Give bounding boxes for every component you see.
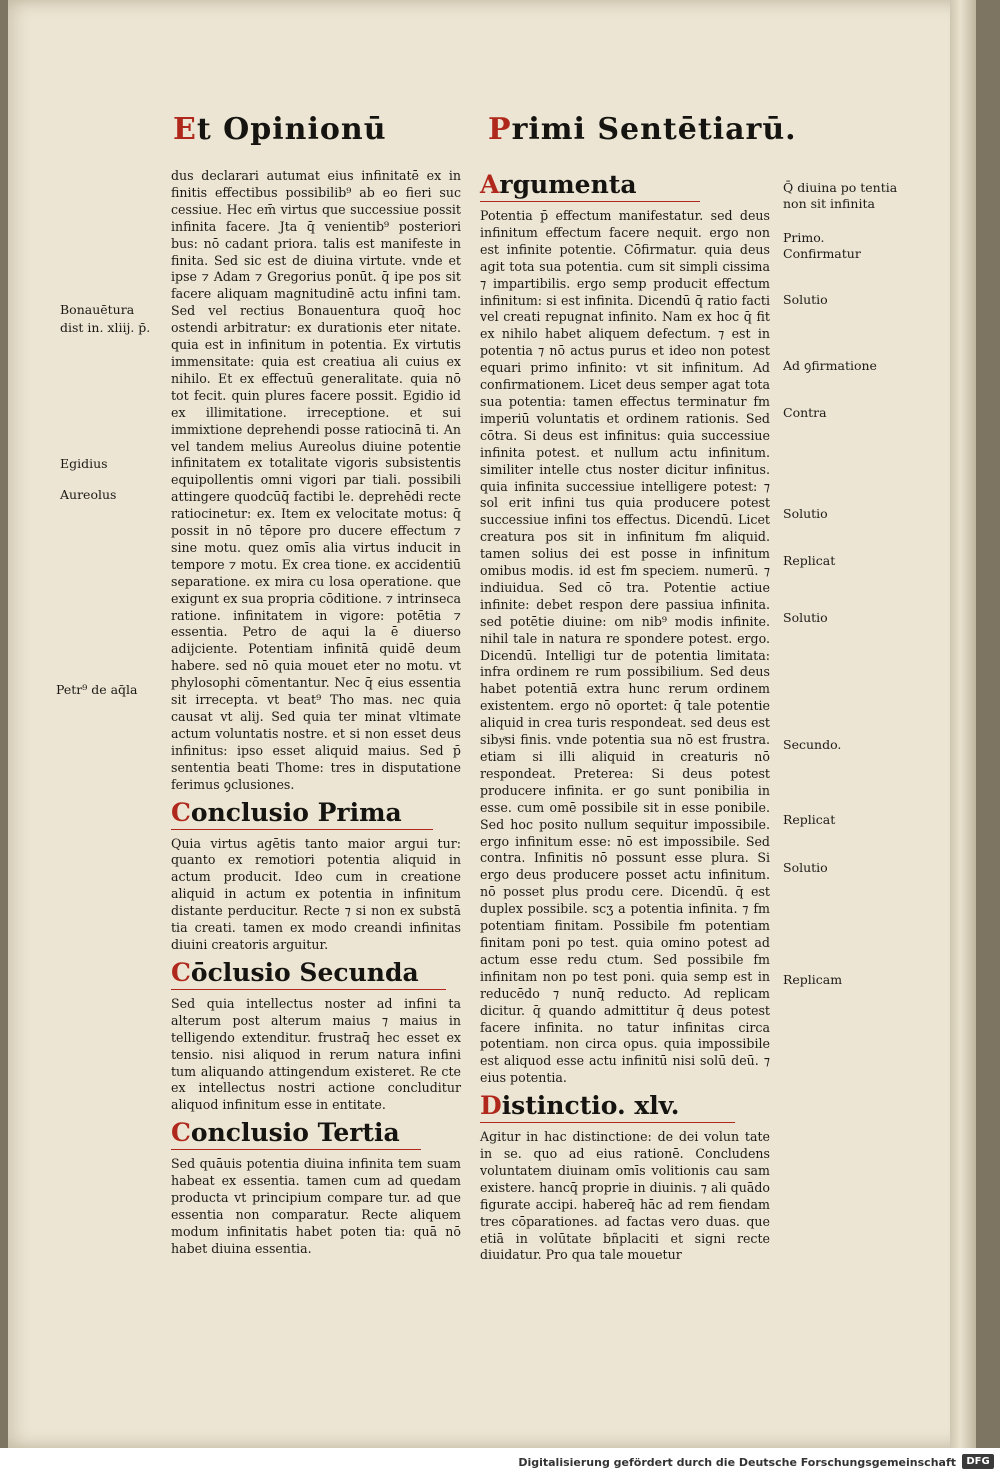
margin-note-distinctio-ref: dist in. xliij. p̄. bbox=[60, 320, 151, 335]
distinctio-heading: Distinctio. xlv. bbox=[480, 1092, 735, 1123]
margin-note-primo: Primo. bbox=[783, 230, 825, 245]
rubric-initial: C bbox=[171, 957, 191, 987]
margin-note-ad-confirmationem: Ad ꝯfirmatione bbox=[783, 358, 877, 373]
book-page bbox=[8, 0, 976, 1448]
conclusio-prima-text: Quia virtus agētis tanto maior argui tur: quanto ex remotiori potentia aliquid in actum producit. Ideo cum in creatione aliquid in actum ex potentia in infinitum distante perducitur. Recte ⁊ si non ex substā tia creati. tamen ex modo creandi infinitas diuini creatoris arguitur. bbox=[171, 835, 461, 952]
margin-note-solutio-3: Solutio bbox=[783, 610, 828, 625]
margin-note-secundo: Secundo. bbox=[783, 737, 842, 752]
conclusio-prima-heading: Conclusio Prima bbox=[171, 799, 433, 830]
rubric-initial: C bbox=[171, 1118, 191, 1148]
margin-note-aureolus: Aureolus bbox=[60, 487, 117, 502]
conclusio-tertia-text: Sed quāuis potentia diuina infinita tem suam habeat ex essentia. tamen cum ad quedam producta vt principium compare tur. ad que essentia non comparatur. Recte aliquem modum infinitatis habet poten tia: quā nō habet diuina essentia. bbox=[171, 1156, 461, 1256]
margin-note-egidius: Egidius bbox=[60, 456, 108, 471]
margin-note-replicam: Replicam bbox=[783, 972, 843, 987]
margin-note-contra: Contra bbox=[783, 405, 827, 420]
margin-note-diuina-potentia: Q̄ diuina po tentia non sit infinita bbox=[783, 180, 898, 211]
right-column bbox=[480, 166, 770, 1264]
margin-note-solutio-2: Solutio bbox=[783, 506, 828, 521]
rubric-initial: E bbox=[173, 112, 197, 147]
intro-paragraph: dus declarari autumat eius infinitatē ex in finitis effectibus possibilib⁹ ab eo fieri suc cessiue. Hec em̄ virtus que successiue possit infinita facere. Jta q̄ venientib⁹ posteriori bus: nō cadant priora. talis est manifeste in finita. Sed sic est de diuina virtute. vnde et ipse ⁊ Adam ⁊ Gregorius ponūt. q̄ ipe pos sit facere aliquam magnitudinē actu infini tam. Sed vel rectius Bonauentura quoq̄ hoc ostendi arbitratur: ex durationis eter nitate. quia est in infinitum in potentia. Ex virtutis immensitate: quia est creatiua ali cuius ex nihilo. Et ex effectuū generalitate. quia nō tot fecit. quin plures facere possit. Egidio id ex illimitatione. irreceptione. et sui immixtione deprehendi posse ratiocinā ti. An vel tandem melius Aureolus diuine potentie infinitatem ex totalitate vigoris subsistentis equipollentis omni vigori par tiali. possibili attingere quodcūq̄ factibi le. deprehēdi recte ratiocinetur: ex. Item ex velocitate motus: q̄ possit in nō tēpore pro ducere effectum ⁊ sine motu. quez omīs alia virtus inducit in tempore ⁊ motu. Ex crea tione. ex accidentiū separatione. ex mira cu losa operatione. que exigunt ex sua propria cōditione. ⁊ intrinseca ratione. infinitatem in vigore: potētia ⁊ essentia. Petro de aqui la ē diuerso adijciente. Potentiam infinitā quidē deum habere. sed nō quia mouet eter no motu. vt phylosophi cōmentantur. Nec q̄ eius essentia sit irrecepta. vt beat⁹ Tho mas. nec quia causat vt alij. Sed quia ter minat vltimate actum voluntatis nostre. et si non esset deus infinitus: ipso esset aliquid maius. Sed p̄ sententia beati Thome: tres in disputatione ferimus ꝯclusiones. bbox=[171, 168, 461, 792]
conclusio-secunda-heading: Cōclusio Secunda bbox=[171, 959, 446, 990]
left-column bbox=[171, 168, 461, 1258]
rubric-initial: P bbox=[488, 112, 512, 147]
running-head-left: Et Opinionū bbox=[173, 112, 387, 147]
conclusio-tertia-heading: Conclusio Tertia bbox=[171, 1119, 421, 1150]
digitization-credit: Digitalisierung gefördert durch die Deutsche Forschungsgemeinschaft bbox=[518, 1456, 956, 1469]
margin-note-confirmatur: Confirmatur bbox=[783, 246, 861, 261]
margin-note-solutio-1: Solutio bbox=[783, 292, 828, 307]
rubric-initial: C bbox=[171, 797, 191, 827]
running-head-right: Primi Sentētiarū. bbox=[488, 112, 797, 147]
margin-note-replicat-2: Replicat bbox=[783, 812, 836, 827]
margin-note-bonaventura: Bonauētura bbox=[60, 302, 135, 317]
margin-note-solutio-4: Solutio bbox=[783, 860, 828, 875]
distinctio-text: Agitur in hac distinctione: de dei volun tate in se. quo ad eius rationē. Concludens voluntatem diuinam omīs volitionis cau sam existere. hancq̄ proprie in diuinis. ⁊ ali quādo figurate accipi. habereq̄ hāc ad rem fiendam tres cōparationes. ad factas vero duas. que etiā in volūtate bñplaciti et signi recte diuidatur. Pro qua tale mouetur bbox=[480, 1129, 770, 1263]
dfg-logo-icon: DFG bbox=[962, 1454, 994, 1469]
footer-bar bbox=[0, 1448, 1000, 1478]
argumenta-heading: Argumenta bbox=[480, 171, 700, 202]
page-edge bbox=[950, 0, 976, 1448]
conclusio-secunda-text: Sed quia intellectus noster ad infini ta alterum post alterum maius ⁊ maius in telligendo extenditur. frustraq̄ hec esset ex tensio. nisi aliquod in rerum natura infini tum aliquando attingendum existeret. Re cte ex intellectus nostri actione concluditur aliquod infinitum esse in entitate. bbox=[171, 995, 461, 1113]
rubric-initial: A bbox=[480, 170, 500, 199]
rubric-initial: D bbox=[480, 1091, 502, 1121]
argumenta-text: Potentia p̄ effectum manifestatur. sed deus infinitum effectum facere nequit. ergo non est infinite potentie. Cōfirmatur. quia deus agit tota sua potentia. cum sit simpli cissima ⁊ impartibilis. ergo semp producit effectum infinitum: si est infinita. Dicendū q̄ ratio facti vel creati repugnat infinito. Nam ex hoc q̄ fit ex nihilo habet aliquem defectum. ⁊ est in potentia ⁊ nō actus purus et ideo non potest equari primo infinito: vt sit infinitum. Ad confirmationem. Licet deus semper agat tota sua potentia: tamen effectus terminatur fm imperiū voluntatis et ordinem rationis. Sed cōtra. Si deus est infinitus: quia successiue infinita potest. et nullum actu infinitum. similiter intelle ctus noster dicitur infinitus. quia infinita successiue intelligere potest: ⁊ sol erit infini tus quia producere potest successiue infini tos effectus. Dicendū. Licet creatura pos sit in infinitum fm aliquid. tamen solius dei est posse in infinitum omibus modis. id est fm speciem. numerū. ⁊ indiuidua. Sed cō tra. Potentie actiue infinite: debet respon dere passiua infinita. sed potētie diuine: om nib⁹ modis infinite. nihil tale in natura re spondere potest. ergo. Dicendū. Intelligi tur de potentia limitata: infra ordinem re rum possibilium. Sed deus habet potentiā extra hunc rerum ordinem existentem. ergo nō oportet: q̄ tale potentie aliquid in crea turis respondeat. sed deus est sibyͣsi finis. vnde potentia sua nō est frustra. etiam si illi aliquid in creaturis nō respondeat. Preterea: Si deus potest producere infinita. er go sunt ponibilia in esse. cum omē possibile sit in esse ponibile. Sed hoc posito nullum sequitur impossibile. ergo infinitum esse: nō est impossibile. Sed contra. Infinitis nō possunt esse plura. Si ergo deus producere posset actu infinitum. nō posset plus produ cere. Dicendū. q̄ est duplex possibile. scʒ a potentia infinita. ⁊ fm potentiam finitam. Possibile fm potentiam finitam poni po test. quia omino potest ad actum esse redu ctum. Sed possibile fm infinitam non po test poni. quia semp est in reducēdo ⁊ nunq̄ reducto. Ad replicam dicitur. q̄ quando admittitur q̄ deus potest facere infinita. no tatur infinitas circa potentiam. non circa opus. quia impossibile est aliquod esse actu infinitū nisi solū deū. ⁊ eius potentia. bbox=[480, 208, 770, 1086]
margin-note-replicat-1: Replicat bbox=[783, 553, 836, 568]
margin-note-petrus-de-aquila: Petr⁹ de aq̄la bbox=[56, 682, 138, 697]
